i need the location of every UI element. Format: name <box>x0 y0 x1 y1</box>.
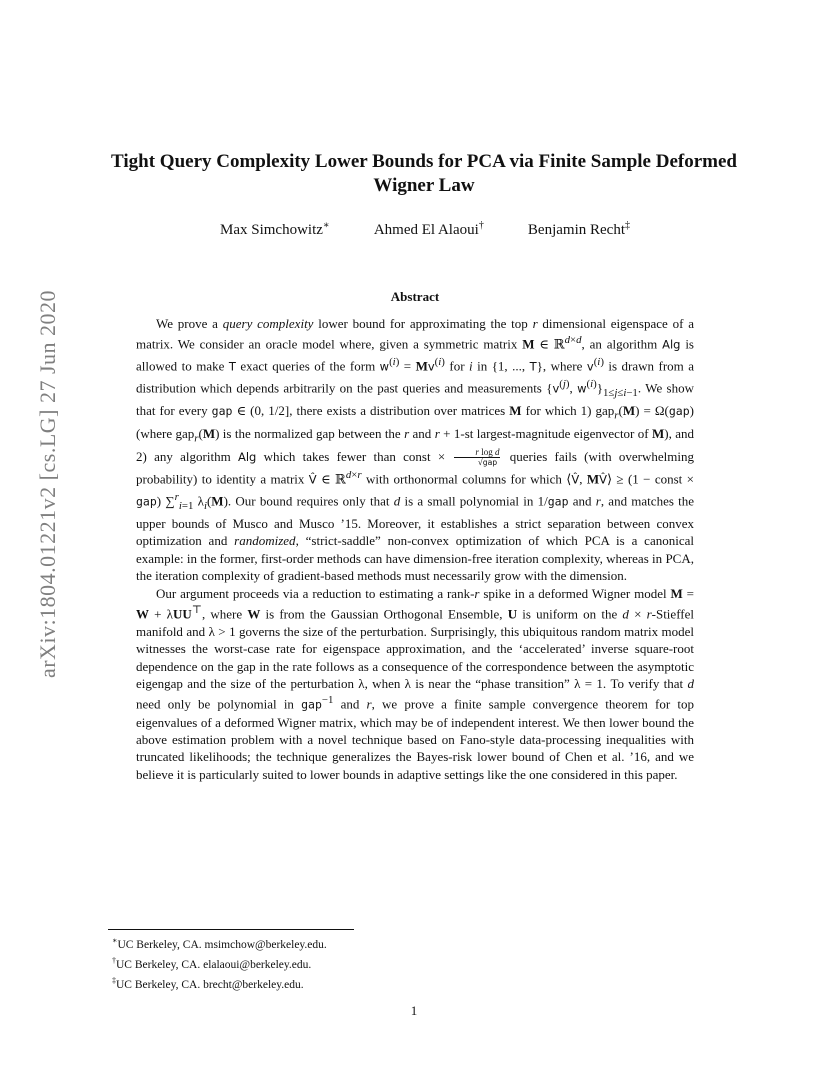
abstract-paragraph-1: We prove a query complexity lower bound for approximating the top r dimensional eigenspace of a matrix. We consider an oracle model where, given a symmetric matrix M ∈ ℝ$^{d\times d}$, an algorithm Alg is allowed to make T exact queries of the form $w^{(i)} = Mv^{(i)}$ for i in {1, ..., T}, where $v^{(i)}$ is drawn from a distribution which depends arbitrarily on the past queries and measurements {$v^{(j)}$, $w^{(i)}\}_{1\le j\le i-1}$. We show that for every gap ∈ (0, 1/2], there exists a distribution over matrices M for which 1) gap$_r$(M) = Ω(gap) (where gap$_r$(M) is the normalized gap between the r and r + 1-st largest-magnitude eigenvector of M), and 2) any algorithm Alg which takes fewer than const × $\frac{\text{r log d}}{\text{√gap}}$ queries fails (with overwhelming probability) to identity a matrix V̂ ∈ ℝ$^{d\times r}$ with orthonormal columns for which ⟨V̂, MV̂⟩ ≥ (1 − const × gap) ∑$^r_{i=1}$ $\lambda_i(M)$. Our bound requires only that d is a small polynomial in 1/gap and r, and matches the upper bounds of Musco and Musco ’15. Moreover, it establishes a strict separation between convex optimization and randomized, “strict-saddle” non-convex optimization of which PCA is a canonical example: in the former, first-order methods can have dimension-free iteration complexity, whereas in PCA, the iteration complexity of gradient-based methods must necessarily grow with the dimension. <box>136 316 695 583</box>
author-name: Max Simchowitz <box>220 222 323 238</box>
author <box>220 216 330 240</box>
footnote <box>112 953 612 973</box>
footnote <box>112 973 612 993</box>
author <box>528 216 630 240</box>
abstract-heading: Abstract <box>390 289 440 304</box>
footnote-mark: ∗ <box>112 936 118 945</box>
author-footnote-mark: † <box>478 220 484 231</box>
abstract-body <box>136 315 694 783</box>
arxiv-identifier-text: arXiv:1804.01221v2 [cs.LG] 27 Jun 2020 <box>35 289 60 679</box>
footnote-text: UC Berkeley, CA. brecht@berkeley.edu. <box>116 978 304 991</box>
author-footnote-mark: ∗ <box>322 220 330 231</box>
footnotes <box>112 933 612 992</box>
page-number: 1 <box>410 1003 418 1018</box>
author <box>374 216 484 240</box>
author-name: Benjamin Recht <box>527 222 625 238</box>
author-footnote-mark: ‡ <box>624 220 630 231</box>
paper-title: Tight Query Complexity Lower Bounds for PCA via Finite Sample Deformed Wigner Law <box>111 151 737 196</box>
footnote-mark: † <box>112 955 116 965</box>
author-name: Ahmed El Alaoui <box>373 222 479 238</box>
footnote-divider <box>108 929 354 930</box>
footnote-mark: ‡ <box>112 975 116 985</box>
footnote <box>112 933 612 953</box>
abstract-paragraph-2: Our argument proceeds via a reduction to estimating a rank-r spike in a deformed Wigner model M = W + λUU⊤, where W is from the Gaussian Orthogonal Ensemble, U is uniform on the d × r-Stieffel manifold and λ > 1 governs the size of the perturbation. Surprisingly, this ubiquitous random matrix model witnesses the worst-case rate for eigenspace approximation, and the ‘accelerated’ inverse square-root dependence on the gap in the rate follows as a consequence of the correspondence between the asymptotic eigengap and the size of the perturbation λ, when λ is near the “phase transition” λ = 1. To verify that d need only be polynomial in gap$^{-1}$ and r, we prove a finite sample convergence theorem for top eigenvalues of a deformed Wigner matrix, which may be of independent interest. We then lower bound the above estimation problem with a novel technique based on Fano-style data-processing inequalities with truncated likelihoods; the technique generalizes the Bayes-risk lower bound of Chen et al. ’16, and we believe it is particularly suited to lower bounds in adaptive settings like the one considered in this paper. <box>136 586 694 782</box>
author-list <box>220 216 630 240</box>
footnote-text: UC Berkeley, CA. elalaoui@berkeley.edu. <box>116 958 312 971</box>
footnote-text: UC Berkeley, CA. msimchow@berkeley.edu. <box>117 938 327 951</box>
